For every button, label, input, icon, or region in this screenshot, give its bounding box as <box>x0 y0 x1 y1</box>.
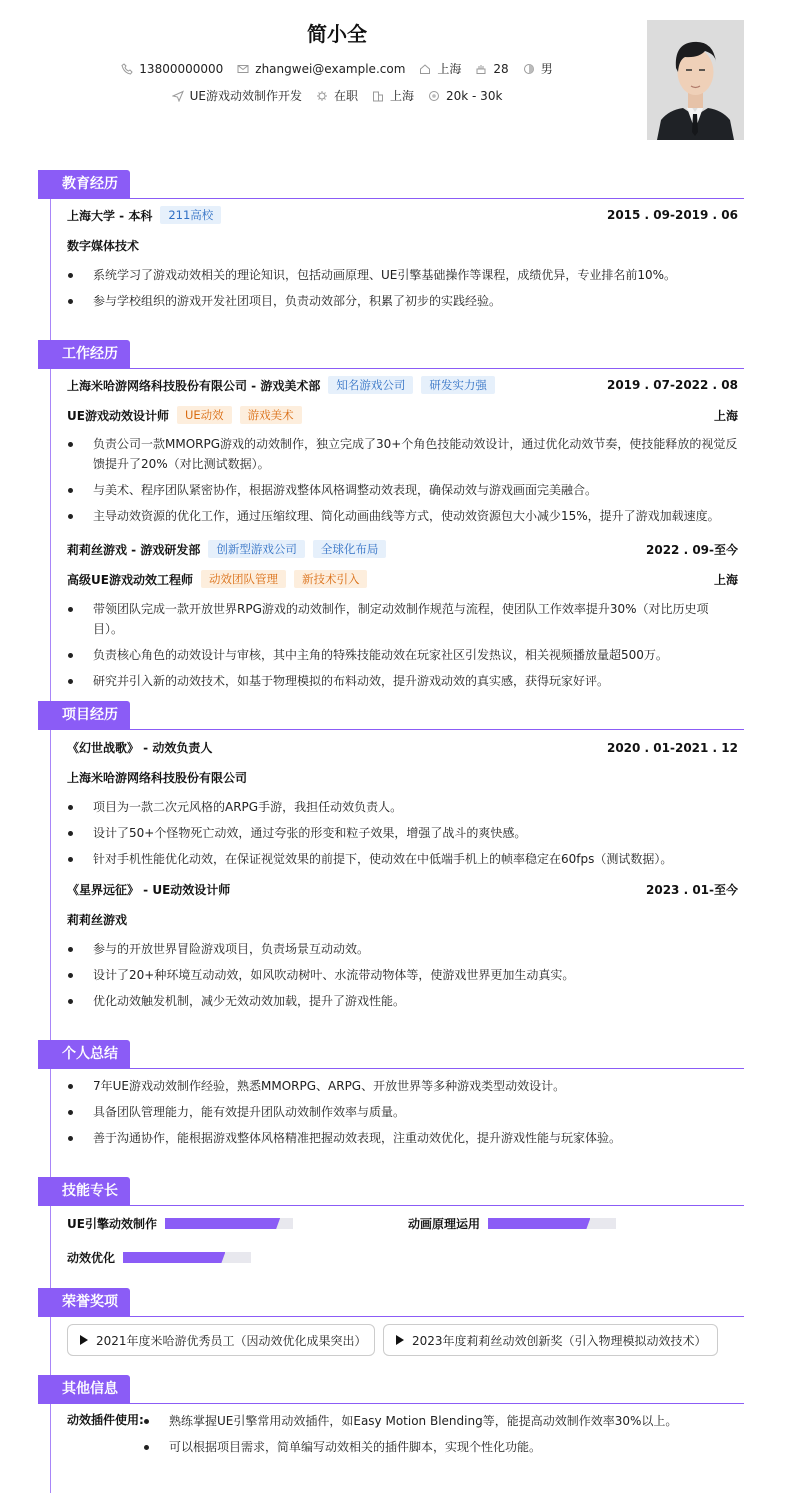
skills-section <box>38 1177 744 1277</box>
education-section <box>38 170 744 320</box>
triangle-icon <box>80 1335 88 1345</box>
list-item: 7年UE游戏动效制作经验，熟悉MMORPG、ARPG、开放世界等多种游戏类型动效设计。 <box>67 1076 738 1096</box>
section-title-honors: 荣誉奖项 <box>38 1288 130 1316</box>
project-date: 2020 . 01-2021 . 12 <box>606 740 738 755</box>
work-bullets <box>67 599 738 697</box>
skill-bar <box>123 1252 251 1263</box>
work-bullets <box>67 434 738 532</box>
city-text: 上海 <box>389 89 414 103</box>
section-divider <box>38 1403 744 1404</box>
school-tag: 211高校 <box>160 206 221 224</box>
skill-item <box>67 1215 293 1232</box>
role-tag: 新技术引入 <box>294 570 368 588</box>
role-tag: 动效团队管理 <box>201 570 286 588</box>
skill-name: 动效优化 <box>67 1251 116 1265</box>
company-tag: 全球化布局 <box>313 540 387 558</box>
section-header <box>38 1288 744 1318</box>
skill-bar <box>165 1218 293 1229</box>
age-icon <box>475 63 487 75</box>
list-item: 设计了20+种环境互动动效，如风吹动树叶、水流带动物体等，使游戏世界更加生动真实。 <box>67 965 738 985</box>
work-date: 2019 . 07-2022 . 08 <box>606 378 738 392</box>
role-tag: UE动效 <box>177 406 232 424</box>
section-header <box>38 340 744 370</box>
project-company-row <box>67 911 738 928</box>
section-divider <box>38 198 744 199</box>
list-item: 熟练掌握UE引擎常用动效插件，如Easy Motion Blending等，能提高动效制作效率30%以上。 <box>143 1411 738 1431</box>
summary-section <box>38 1040 744 1160</box>
section-title-skills: 技能专长 <box>38 1177 130 1205</box>
salary-item <box>428 89 502 103</box>
avatar-portrait <box>647 20 744 140</box>
other-section <box>38 1375 744 1493</box>
major-name: 数字媒体技术 <box>67 239 140 253</box>
list-item: 参与学校组织的游戏开发社团项目，负责动效部分，积累了初步的实践经验。 <box>67 291 738 311</box>
age-item <box>475 62 508 76</box>
skill-bar-fill <box>165 1218 280 1229</box>
project-bullets <box>67 939 738 1017</box>
list-item: 可以根据项目需求，简单编写动效相关的插件脚本，实现个性化功能。 <box>143 1437 738 1457</box>
avatar-photo <box>647 20 744 140</box>
role-row <box>67 406 738 424</box>
role-title: 高级UE游戏动效工程师 <box>67 572 193 587</box>
candidate-name: 简小全 <box>307 22 367 46</box>
award-text: 2021年度米哈游优秀员工（因动效优化成果突出） <box>96 1333 367 1348</box>
work-city: 上海 <box>713 408 738 423</box>
work-entry-header <box>67 376 738 394</box>
project-entry-header <box>67 881 738 898</box>
list-item: 针对手机性能优化动效，在保证视觉效果的前提下，使动效在中低端手机上的帧率稳定在60fps（测试数据）。 <box>67 849 738 869</box>
company-tag: 研发实力强 <box>421 376 495 394</box>
work-section <box>38 340 744 688</box>
section-header <box>38 1040 744 1070</box>
skill-bar-fill <box>488 1218 590 1229</box>
project-bullets <box>67 797 738 875</box>
project-date: 2023 . 01-至今 <box>646 883 738 897</box>
skill-item <box>67 1249 251 1266</box>
award-card <box>67 1324 375 1356</box>
home-icon <box>419 63 431 75</box>
status-text: 在职 <box>333 89 358 103</box>
work-date: 2022 . 09-至今 <box>646 542 738 557</box>
list-item: 参与的开放世界冒险游戏项目，负责场景互动动效。 <box>67 939 738 959</box>
list-item: 项目为一款二次元风格的ARPG手游，我担任动效负责人。 <box>67 797 738 817</box>
role-title: UE游戏动效设计师 <box>67 408 169 423</box>
triangle-icon <box>396 1335 404 1345</box>
status-item <box>316 87 358 104</box>
contact-row <box>0 60 674 77</box>
project-title: 《幻世战歌》 - 动效负责人 <box>67 741 213 755</box>
skill-name: 动画原理运用 <box>408 1217 481 1231</box>
salary-icon <box>428 90 440 102</box>
job-row <box>0 87 674 104</box>
company-tag: 知名游戏公司 <box>328 376 413 394</box>
email-text: zhangwei@example.com <box>255 61 406 76</box>
section-divider <box>38 1068 744 1069</box>
projects-section <box>38 701 744 1021</box>
email-item <box>237 62 405 76</box>
gender-text: 男 <box>540 62 553 76</box>
major-row <box>67 237 738 254</box>
job-target-item <box>172 87 302 104</box>
role-row <box>67 570 738 588</box>
other-bullets <box>143 1411 738 1463</box>
award-text: 2023年度莉莉丝动效创新奖（引入物理模拟动效技术） <box>412 1333 707 1348</box>
gender-icon <box>523 63 535 75</box>
list-item: 具备团队管理能力，能有效提升团队动效制作效率与质量。 <box>67 1102 738 1122</box>
section-divider <box>38 1316 744 1317</box>
section-header <box>38 1375 744 1405</box>
mail-icon <box>237 63 249 75</box>
city-icon <box>372 90 384 102</box>
work-entry-header <box>67 540 738 558</box>
skill-bar <box>488 1218 616 1229</box>
list-item: 负责核心角色的动效设计与审核，其中主角的特殊技能动效在玩家社区引发热议，相关视频播放量超500万。 <box>67 645 738 665</box>
phone-text: 13800000000 <box>139 61 224 76</box>
summary-bullets <box>67 1076 738 1154</box>
list-item: 优化动效触发机制，减少无效动效加载，提升了游戏性能。 <box>67 991 738 1011</box>
project-company-row <box>67 769 738 786</box>
project-title: 《星界远征》 - UE动效设计师 <box>67 883 231 897</box>
status-icon <box>316 90 328 102</box>
age-text: 28 <box>493 61 509 76</box>
city-item <box>372 87 414 104</box>
education-entry-header <box>67 206 738 224</box>
list-item: 善于沟通协作，能根据游戏整体风格精准把握动效表现，注重动效优化，提升游戏性能与玩家体验。 <box>67 1128 738 1148</box>
section-header <box>38 1177 744 1207</box>
section-divider <box>38 729 744 730</box>
company-name: 上海米哈游网络科技股份有限公司 - 游戏美术部 <box>67 378 321 393</box>
project-company: 莉莉丝游戏 <box>67 913 128 927</box>
section-divider <box>38 1205 744 1206</box>
section-header <box>38 701 744 731</box>
project-entry-header <box>67 739 738 756</box>
location-text: 上海 <box>437 62 462 76</box>
gender-item <box>523 60 553 77</box>
list-item: 研究并引入新的动效技术，如基于物理模拟的布料动效，提升游戏动效的真实感，获得玩家好评。 <box>67 671 738 691</box>
role-tag: 游戏美术 <box>240 406 302 424</box>
salary-text: 20k - 30k <box>446 88 503 103</box>
list-item: 带领团队完成一款开放世界RPG游戏的动效制作，制定动效制作规范与流程，使团队工作效率提升30%（对比历史项目）。 <box>67 599 738 639</box>
phone-item <box>121 62 223 76</box>
skill-bar-fill <box>123 1252 225 1263</box>
list-item: 设计了50+个怪物死亡动效，通过夸张的形变和粒子效果，增强了战斗的爽快感。 <box>67 823 738 843</box>
send-icon <box>172 90 184 102</box>
section-title-summary: 个人总结 <box>38 1040 130 1068</box>
project-company: 上海米哈游网络科技股份有限公司 <box>67 771 248 785</box>
list-item: 与美术、程序团队紧密协作，根据游戏整体风格调整动效表现，确保动效与游戏画面完美融合。 <box>67 480 738 500</box>
education-date: 2015 . 09-2019 . 06 <box>606 208 738 222</box>
company-tag: 创新型游戏公司 <box>208 540 305 558</box>
other-label: 动效插件使用: <box>67 1413 144 1427</box>
skill-name: UE引擎动效制作 <box>67 1217 157 1231</box>
section-divider <box>38 368 744 369</box>
award-card <box>383 1324 718 1356</box>
section-title-other: 其他信息 <box>38 1375 130 1403</box>
school-name: 上海大学 - 本科 <box>67 208 153 223</box>
list-item: 负责公司一款MMORPG游戏的动效制作，独立完成了30+个角色技能动效设计，通过优化动效节奏，使技能释放的视觉反馈提升了20%（对比测试数据）。 <box>67 434 738 474</box>
section-header <box>38 170 744 200</box>
skill-item <box>408 1215 616 1232</box>
section-title-education: 教育经历 <box>38 170 130 198</box>
phone-icon <box>121 63 133 75</box>
section-title-work: 工作经历 <box>38 340 130 368</box>
education-bullets <box>67 265 738 317</box>
location-item <box>419 60 461 77</box>
resume-header <box>0 0 794 150</box>
list-item: 主导动效资源的优化工作，通过压缩纹理、简化动画曲线等方式，使动效资源包大小减少15%，提升了游戏加载速度。 <box>67 506 738 526</box>
job-target-text: UE游戏动效制作开发 <box>189 89 302 103</box>
work-city: 上海 <box>713 572 738 587</box>
list-item: 系统学习了游戏动效相关的理论知识，包括动画原理、UE引擎基础操作等课程，成绩优异，专业排名前10%。 <box>67 265 738 285</box>
section-title-projects: 项目经历 <box>38 701 130 729</box>
company-name: 莉莉丝游戏 - 游戏研发部 <box>67 542 201 557</box>
